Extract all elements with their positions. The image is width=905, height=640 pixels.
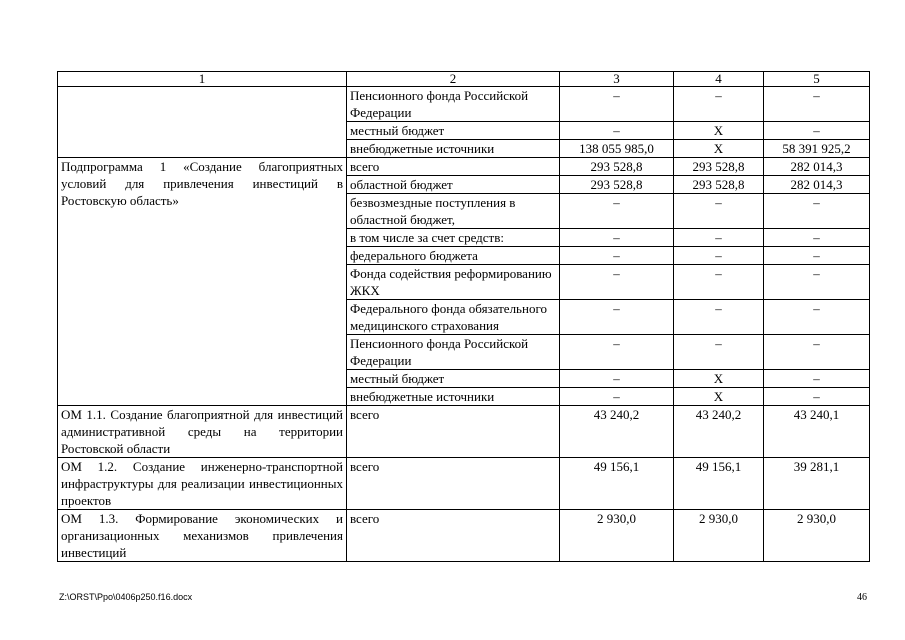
column-header: 3 [560,72,674,87]
funding-source: областной бюджет [347,176,560,194]
value-col5: – [764,388,870,406]
value-col3: – [560,247,674,265]
value-col5: 58 391 925,2 [764,140,870,158]
value-col4: 43 240,2 [674,406,764,458]
funding-source: Пенсионного фонда Российской Федерации [347,87,560,122]
value-col3: 2 930,0 [560,510,674,562]
value-col3: 43 240,2 [560,406,674,458]
value-col4: Х [674,122,764,140]
column-header: 2 [347,72,560,87]
value-col3: – [560,335,674,370]
header-row [58,72,870,87]
value-col5: 2 930,0 [764,510,870,562]
column-header: 4 [674,72,764,87]
funding-source: всего [347,158,560,176]
value-col5: 282 014,3 [764,158,870,176]
funding-source: Фонда содействия реформированию ЖКХ [347,265,560,300]
value-col3: 138 055 985,0 [560,140,674,158]
funding-source: местный бюджет [347,370,560,388]
funding-source: всего [347,510,560,562]
funding-source: Федерального фонда обязательного медицинского страхования [347,300,560,335]
value-col5: – [764,194,870,229]
value-col3: – [560,229,674,247]
table-row [58,87,870,122]
value-col4: Х [674,140,764,158]
value-col5: – [764,247,870,265]
program-name-cell: ОМ 1.3. Формирование экономических и организационных механизмов привлечения инвестиций [58,510,347,562]
funding-source: всего [347,458,560,510]
funding-source: внебюджетные источники [347,140,560,158]
value-col4: 293 528,8 [674,176,764,194]
table-row [58,406,870,458]
funding-source: местный бюджет [347,122,560,140]
value-col3: 293 528,8 [560,176,674,194]
value-col4: – [674,335,764,370]
value-col5: – [764,265,870,300]
value-col3: – [560,87,674,122]
table-row [58,510,870,562]
value-col4: Х [674,388,764,406]
program-name-cell: Подпрограмма 1 «Создание благоприятных условий для привлечения инвестиций в Ростовскую область» [58,158,347,406]
value-col5: – [764,122,870,140]
value-col5: – [764,335,870,370]
value-col3: – [560,122,674,140]
value-col5: 282 014,3 [764,176,870,194]
value-col4: – [674,265,764,300]
column-header: 1 [58,72,347,87]
program-name-cell: ОМ 1.2. Создание инженерно-транспортной инфраструктуры для реализации инвестиционных проектов [58,458,347,510]
value-col4: – [674,229,764,247]
page-number: 46 [857,592,867,603]
value-col3: – [560,194,674,229]
value-col4: 2 930,0 [674,510,764,562]
value-col4: – [674,300,764,335]
value-col4: – [674,194,764,229]
budget-table [57,71,870,562]
value-col5: 39 281,1 [764,458,870,510]
funding-source: Пенсионного фонда Российской Федерации [347,335,560,370]
funding-source: всего [347,406,560,458]
value-col4: Х [674,370,764,388]
value-col3: – [560,300,674,335]
value-col3: – [560,265,674,300]
program-name-cell [58,87,347,158]
value-col4: – [674,247,764,265]
table-row [58,458,870,510]
funding-source: внебюджетные источники [347,388,560,406]
table-row [58,158,870,176]
funding-source: в том числе за счет средств: [347,229,560,247]
value-col5: – [764,229,870,247]
column-header: 5 [764,72,870,87]
value-col5: – [764,370,870,388]
value-col4: 49 156,1 [674,458,764,510]
value-col3: 293 528,8 [560,158,674,176]
value-col5: – [764,87,870,122]
footer-file-path: Z:\ORST\Ppo\0406p250.f16.docx [59,592,193,602]
value-col5: – [764,300,870,335]
value-col3: 49 156,1 [560,458,674,510]
funding-source: федерального бюджета [347,247,560,265]
value-col3: – [560,388,674,406]
value-col4: 293 528,8 [674,158,764,176]
program-name-cell: ОМ 1.1. Создание благоприятной для инвестиций административной среды на территории Ростовской области [58,406,347,458]
value-col3: – [560,370,674,388]
value-col4: – [674,87,764,122]
funding-source: безвозмездные поступления в областной бюджет, [347,194,560,229]
value-col5: 43 240,1 [764,406,870,458]
